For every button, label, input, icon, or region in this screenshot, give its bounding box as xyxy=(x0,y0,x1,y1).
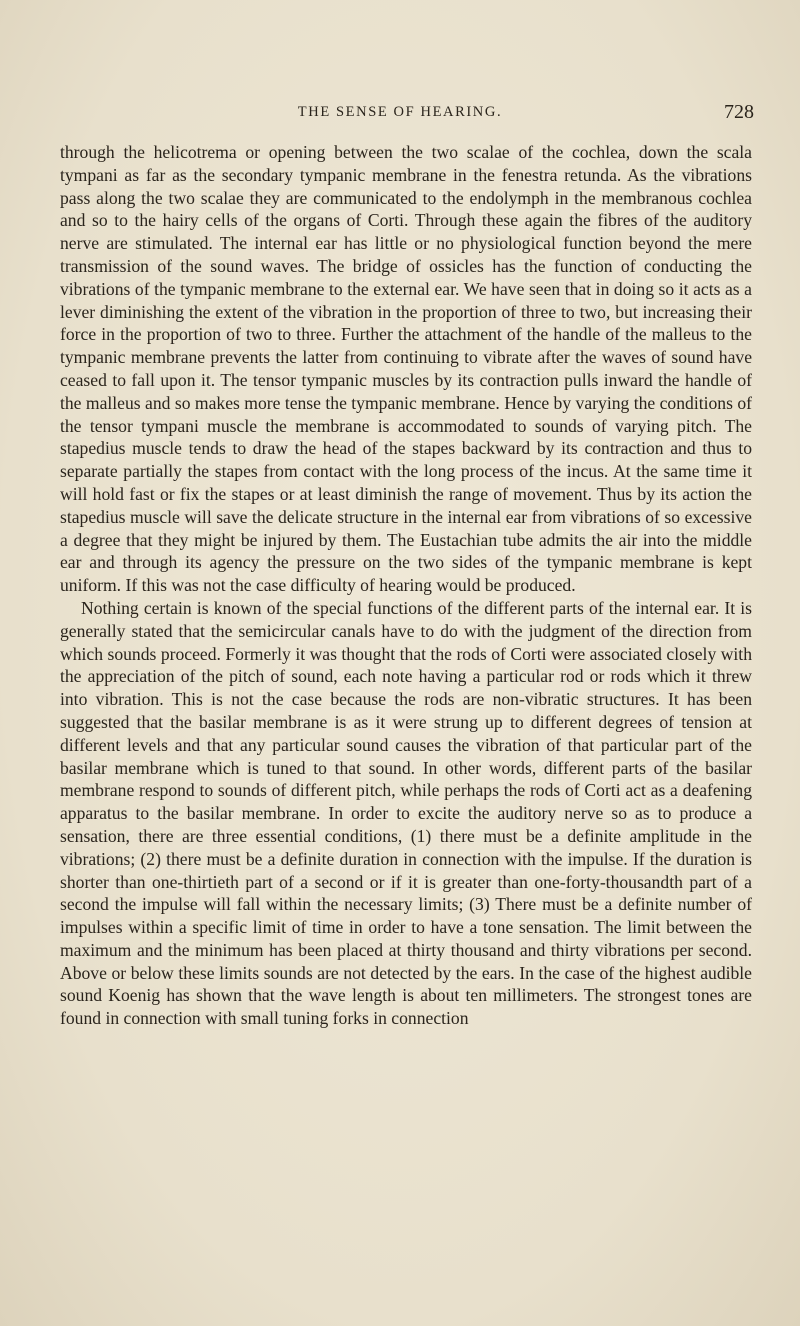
paragraph: through the helicotrema or opening between the two scalae of the cochlea, down the scala tympani as far as the secondary tympanic membrane in the fenestra retunda. As the vibrations pass along the two scalae they are communicated to the endolymph in the membranous cochlea and so to the hairy cells of the organs of Corti. Through these again the fibres of the auditory nerve are stimulated. The internal ear has little or no physiological function beyond the mere transmission of the sound waves. The bridge of ossicles has the function of conducting the vibrations of the tympanic membrane to the external ear. We have seen that in doing so it acts as a lever diminishing the extent of the vibration in the proportion of three to two, but increasing their force in the proportion of two to three. Further the attachment of the handle of the malleus to the tympanic membrane prevents the latter from continuing to vibrate after the waves of sound have ceased to fall upon it. The tensor tympanic muscles by its contraction pulls inward the handle of the malleus and so makes more tense the tympanic membrane. Hence by varying the conditions of the tensor tympani muscle the membrane is accommodated to sounds of varying pitch. The stapedius muscle tends to draw the head of the stapes backward by its contraction and thus to separate partially the stapes from contact with the long process of the incus. At the same time it will hold fast or fix the stapes or at least diminish the range of movement. Thus by its action the stapedius muscle will save the delicate structure in the internal ear from vibrations of so excessive a degree that they might be injured by them. The Eustachian tube admits the air into the middle ear and through its agency the pressure on the two sides of the tympanic membrane is kept uniform. If this was not the case difficulty of hearing would be produced. xyxy=(60,142,752,596)
paragraph: Nothing certain is known of the special functions of the different parts of the internal ear. It is generally stated that the semicircular canals have to do with the judgment of the direction from which sounds proceed. Formerly it was thought that the rods of Corti were associated closely with the appreciation of the pitch of sound, each note having a particular rod or rods which it threw into vibration. This is not the case because the rods are non-vibratic structures. It has been suggested that the basilar membrane is as it were strung up to different degrees of tension at different levels and that any particular sound causes the vibration of that particular part of the basilar membrane which is tuned to that sound. In other words, different parts of the basilar membrane respond to sounds of different pitch, while perhaps the rods of Corti act as a deafening apparatus to the basilar membrane. In order to excite the auditory nerve so as to produce a sensation, there are three essential conditions, (1) there must be a definite amplitude in the vibrations; (2) there must be a definite duration in connection with the impulse. If the duration is shorter than one-thirtieth part of a second or if it is greater than one-forty-thousandth part of a second the impulse will fall within the necessary limits; (3) There must be a definite number of impulses within a specific limit of time in order to have a tone sensation. The limit between the maximum and the minimum has been placed at thirty thousand and thirty vibrations per second. Above or below these limits sounds are not detected by the ears. In the case of the highest audible sound Koenig has shown that the wave length is about ten millimeters. The strongest tones are found in connection with small tuning forks in connection xyxy=(60,597,752,1029)
page-number: 728 xyxy=(724,101,754,123)
body-text xyxy=(60,141,752,1030)
running-head xyxy=(0,101,800,128)
running-head-title: THE SENSE OF HEARING. xyxy=(297,104,503,120)
